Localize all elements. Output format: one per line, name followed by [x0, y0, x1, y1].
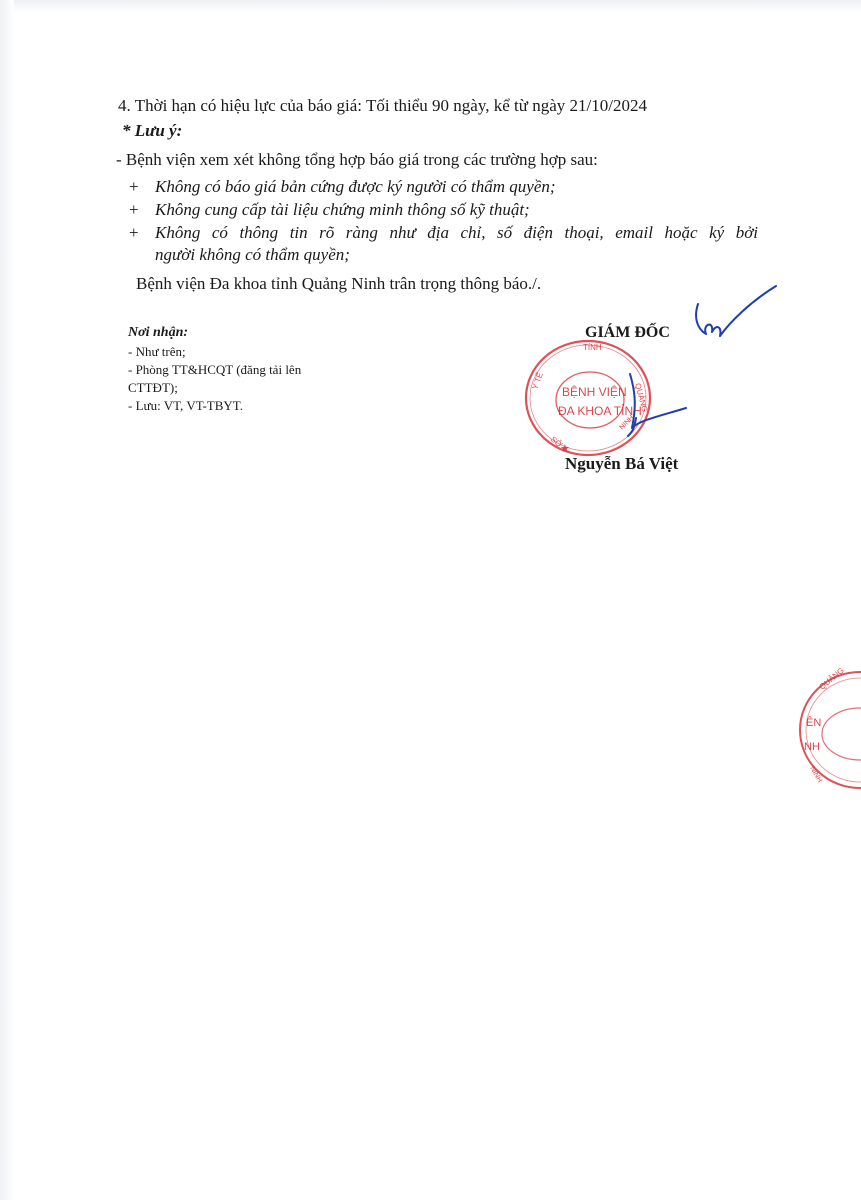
recipient-item: - Lưu: VT, VT-TBYT.	[128, 398, 244, 413]
signer-position: GIÁM ĐỐC	[585, 324, 670, 341]
edge-seal-fragment	[794, 665, 861, 798]
edge-seal-text-1: ÊN	[806, 717, 822, 729]
bullet-item: Không có báo giá bản cứng được ký người có thẩm quyền;	[155, 177, 556, 196]
bullet-marker: +	[129, 200, 139, 219]
recipient-item: - Như trên;	[128, 344, 186, 359]
edge-seal-text-2: NH	[804, 741, 820, 753]
seal-ring-right-bottom: NINH	[618, 414, 636, 432]
handwritten-signature	[590, 282, 790, 462]
seal-ring-bottom: SỞ	[548, 434, 564, 450]
bullet-marker: +	[129, 223, 139, 242]
closing-sentence: Bệnh viện Đa khoa tỉnh Quảng Ninh trân trọng thông báo./.	[136, 274, 542, 293]
bullet-item: Không có thông tin rõ ràng như địa chỉ, số điện thoại, email hoặc ký bởi	[155, 223, 758, 242]
seal-line-2: ĐA KHOA TỈNH	[558, 404, 642, 418]
bullet-marker: +	[129, 177, 139, 196]
recipient-item: CTTĐT);	[128, 380, 178, 395]
validity-line: 4. Thời hạn có hiệu lực của báo giá: Tối thiểu 90 ngày, kể từ ngày 21/10/2024	[118, 96, 647, 115]
bullet-continuation: người không có thẩm quyền;	[155, 245, 350, 264]
recipients-title: Nơi nhận:	[128, 325, 189, 340]
seal-ring-top: TỈNH	[583, 343, 602, 352]
edge-seal-ring-bottom: NINH	[808, 765, 823, 784]
seal-ring-left: Y TẾ	[530, 371, 545, 391]
edge-seal-ring: QUẢNG	[817, 665, 846, 692]
seal-line-1: BỆNH VIỆN	[562, 385, 627, 399]
scan-shadow-top	[0, 0, 861, 12]
seal-ring-right: QUẢNG	[633, 382, 650, 413]
seal-star: ★	[560, 443, 570, 455]
bullet-item: Không cung cấp tài liệu chứng minh thông số kỹ thuật;	[155, 200, 530, 219]
note-intro: - Bệnh viện xem xét không tổng hợp báo giá trong các trường hợp sau:	[116, 150, 598, 169]
note-title: * Lưu ý:	[122, 121, 183, 140]
signer-name: Nguyễn Bá Việt	[565, 454, 679, 473]
scan-shadow-left	[0, 0, 14, 1200]
recipient-item: - Phòng TT&HCQT (đăng tải lên	[128, 362, 302, 377]
